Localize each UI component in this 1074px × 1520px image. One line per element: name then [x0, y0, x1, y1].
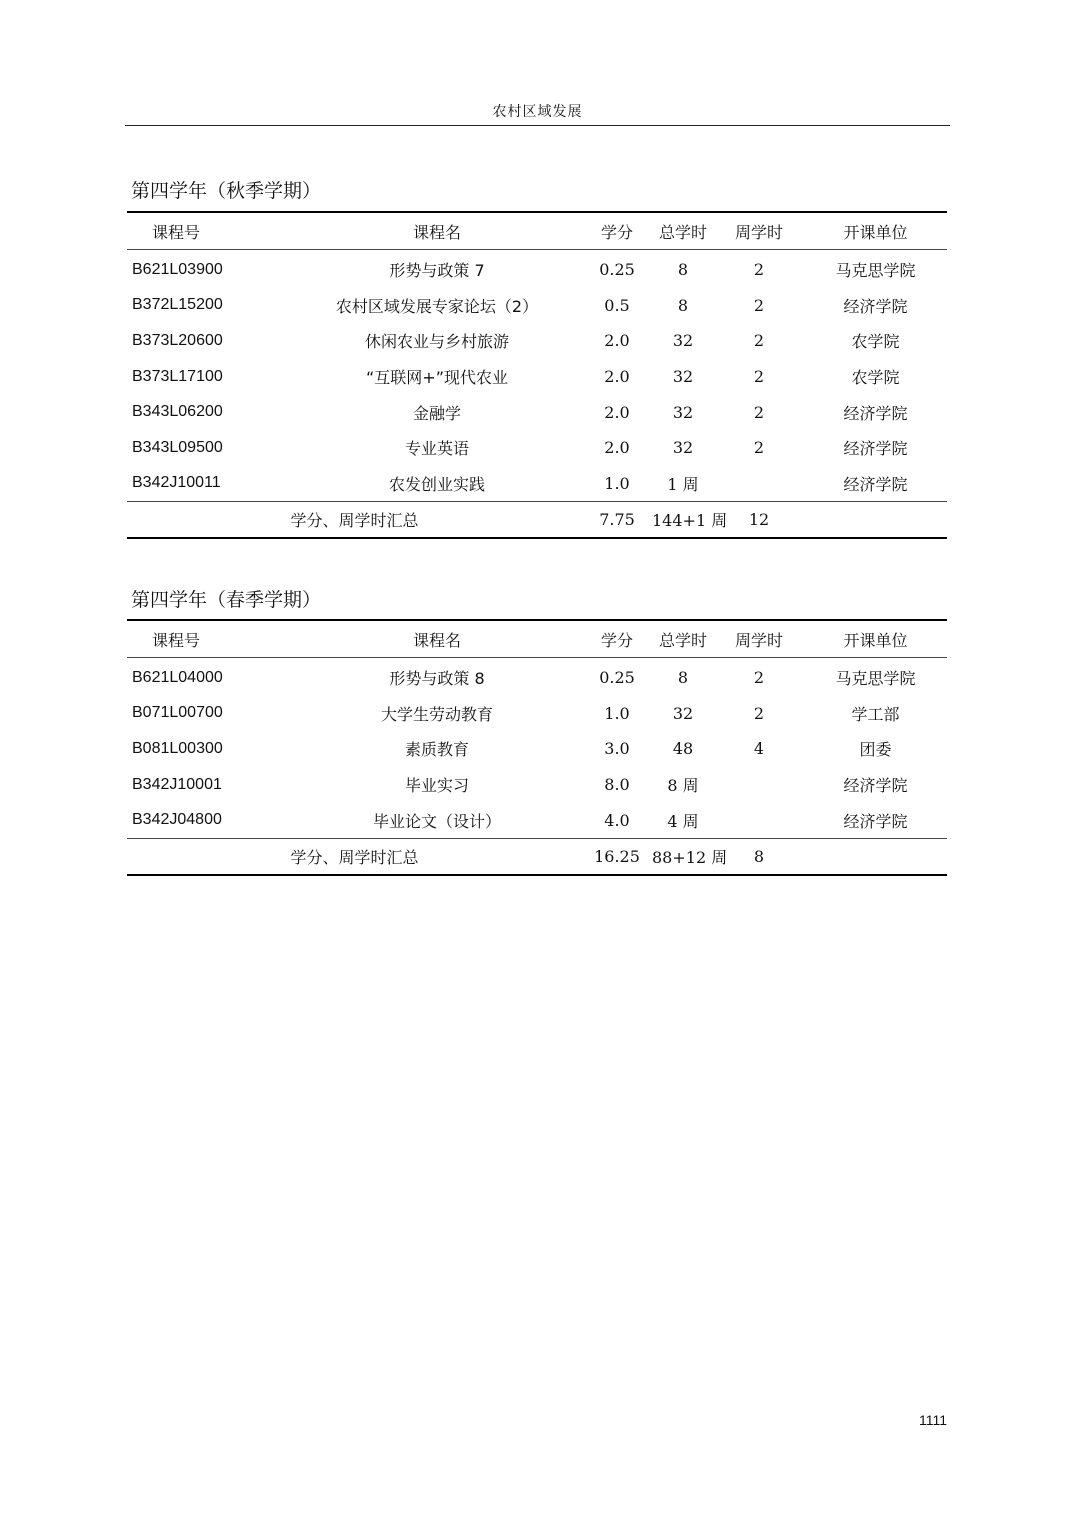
cell-weekly-hours — [714, 802, 804, 838]
cell-department: 团委 — [859, 740, 892, 760]
cell-weekly-hours: 2 — [753, 402, 765, 422]
course-table-autumn — [127, 211, 947, 539]
cell-weekly-hours: 2 — [753, 295, 765, 315]
total-credit: 7.75 — [582, 502, 652, 539]
header-department: 开课单位 — [804, 620, 947, 658]
cell-course-code: B342J04800 — [132, 811, 222, 829]
section-title-autumn: 第四学年（秋季学期） — [131, 180, 322, 202]
header-total-hours: 总学时 — [652, 212, 714, 250]
cell-credit: 8.0 — [604, 775, 630, 795]
cell-total-hours: 8 — [677, 260, 689, 280]
table-row — [127, 250, 947, 288]
course-table-spring — [127, 619, 947, 876]
cell-course-code: B621L04000 — [132, 668, 223, 686]
header-credit: 学分 — [582, 620, 652, 658]
table-header-row — [127, 620, 947, 658]
header-course-code: 课程号 — [127, 212, 292, 250]
cell-weekly-hours — [714, 466, 804, 502]
cell-course-code: B343L09500 — [132, 438, 223, 456]
cell-total-hours: 48 — [672, 739, 694, 759]
header-credit: 学分 — [582, 212, 652, 250]
table-row — [127, 430, 947, 466]
header-course-name: 课程名 — [292, 212, 582, 250]
cell-course-code: B071L00700 — [132, 704, 223, 722]
cell-total-hours: 8 — [677, 295, 689, 315]
table-row — [127, 394, 947, 430]
cell-total-hours: 4 周 — [667, 811, 699, 831]
cell-department: 经济学院 — [843, 296, 908, 316]
header-total-hours: 总学时 — [652, 620, 714, 658]
cell-course-code: B621L03900 — [132, 260, 223, 278]
cell-total-hours: 32 — [672, 367, 694, 387]
cell-weekly-hours — [714, 767, 804, 803]
table-row — [127, 288, 947, 324]
cell-total-hours: 32 — [672, 331, 694, 351]
cell-weekly-hours: 2 — [753, 668, 765, 688]
cell-total-hours: 8 周 — [667, 776, 699, 796]
cell-total-hours: 32 — [672, 703, 694, 723]
total-weekly-hours: 12 — [714, 502, 804, 539]
cell-course-code: B081L00300 — [132, 739, 223, 757]
total-hours: 144+1 周 — [652, 502, 714, 539]
total-hours: 88+12 周 — [652, 838, 714, 875]
total-empty-cell — [804, 502, 947, 539]
cell-course-name: 大学生劳动教育 — [380, 704, 493, 724]
cell-credit: 2.0 — [604, 331, 630, 351]
cell-weekly-hours: 2 — [753, 438, 765, 458]
cell-credit: 2.0 — [604, 402, 630, 422]
cell-course-name: 农村区域发展专家论坛（2） — [335, 296, 539, 316]
table-row — [127, 802, 947, 838]
header-weekly-hours: 周学时 — [714, 212, 804, 250]
table-row — [127, 466, 947, 502]
table-row — [127, 323, 947, 359]
cell-department: 农学院 — [851, 368, 900, 388]
cell-course-code: B373L17100 — [132, 367, 223, 385]
cell-course-name: “互联网+”现代农业 — [366, 368, 508, 388]
page-number: 1111 — [918, 1412, 947, 1428]
cell-credit: 2.0 — [604, 367, 630, 387]
cell-course-name: 形势与政策 7 — [389, 261, 485, 281]
cell-total-hours: 1 周 — [667, 474, 699, 494]
cell-total-hours: 32 — [672, 438, 694, 458]
table-row — [127, 696, 947, 732]
total-empty-cell — [804, 838, 947, 875]
total-credit: 16.25 — [582, 838, 652, 875]
cell-weekly-hours: 2 — [753, 703, 765, 723]
header-course-code: 课程号 — [127, 620, 292, 658]
cell-course-code: B373L20600 — [132, 331, 223, 349]
cell-course-name: 休闲农业与乡村旅游 — [364, 332, 509, 352]
cell-course-name: 毕业论文（设计） — [372, 811, 501, 831]
cell-weekly-hours: 2 — [753, 367, 765, 387]
cell-total-hours: 8 — [677, 668, 689, 688]
cell-department: 农学院 — [851, 332, 900, 352]
cell-department: 经济学院 — [843, 403, 908, 423]
cell-department: 经济学院 — [843, 439, 908, 459]
total-row — [127, 502, 947, 539]
cell-weekly-hours: 2 — [753, 331, 765, 351]
cell-course-name: 农发创业实践 — [388, 474, 485, 494]
cell-credit: 4.0 — [604, 810, 630, 830]
cell-credit: 3.0 — [604, 739, 630, 759]
cell-credit: 0.25 — [599, 260, 635, 280]
cell-course-name: 毕业实习 — [404, 776, 469, 796]
cell-department: 马克思学院 — [835, 261, 916, 281]
running-header: 农村区域发展 — [125, 100, 950, 126]
cell-credit: 1.0 — [604, 473, 630, 493]
cell-credit: 1.0 — [604, 703, 630, 723]
section-title-spring: 第四学年（春季学期） — [131, 589, 322, 611]
table-row — [127, 359, 947, 395]
cell-weekly-hours: 4 — [753, 739, 765, 759]
cell-course-code: B342J10011 — [132, 474, 221, 492]
cell-total-hours: 32 — [672, 402, 694, 422]
header-weekly-hours: 周学时 — [714, 620, 804, 658]
cell-course-name: 金融学 — [412, 403, 461, 423]
table-row — [127, 658, 947, 696]
table-row — [127, 731, 947, 767]
table-header-row — [127, 212, 947, 250]
total-row — [127, 838, 947, 875]
cell-department: 马克思学院 — [835, 669, 916, 689]
table-row — [127, 767, 947, 803]
total-label: 学分、周学时汇总 — [127, 502, 582, 539]
cell-credit: 0.25 — [599, 668, 635, 688]
cell-department: 经济学院 — [843, 811, 908, 831]
cell-course-name: 专业英语 — [404, 439, 469, 459]
cell-department: 经济学院 — [843, 776, 908, 796]
cell-course-name: 素质教育 — [404, 740, 469, 760]
total-weekly-hours: 8 — [714, 838, 804, 875]
header-course-name: 课程名 — [292, 620, 582, 658]
cell-weekly-hours: 2 — [753, 260, 765, 280]
cell-credit: 0.5 — [604, 295, 630, 315]
cell-department: 学工部 — [851, 704, 900, 724]
cell-course-name: 形势与政策 8 — [389, 669, 485, 689]
header-department: 开课单位 — [804, 212, 947, 250]
total-label: 学分、周学时汇总 — [127, 838, 582, 875]
cell-course-code: B343L06200 — [132, 403, 223, 421]
cell-course-code: B342J10001 — [132, 775, 222, 793]
cell-department: 经济学院 — [843, 474, 908, 494]
cell-course-code: B372L15200 — [132, 296, 223, 314]
cell-credit: 2.0 — [604, 438, 630, 458]
